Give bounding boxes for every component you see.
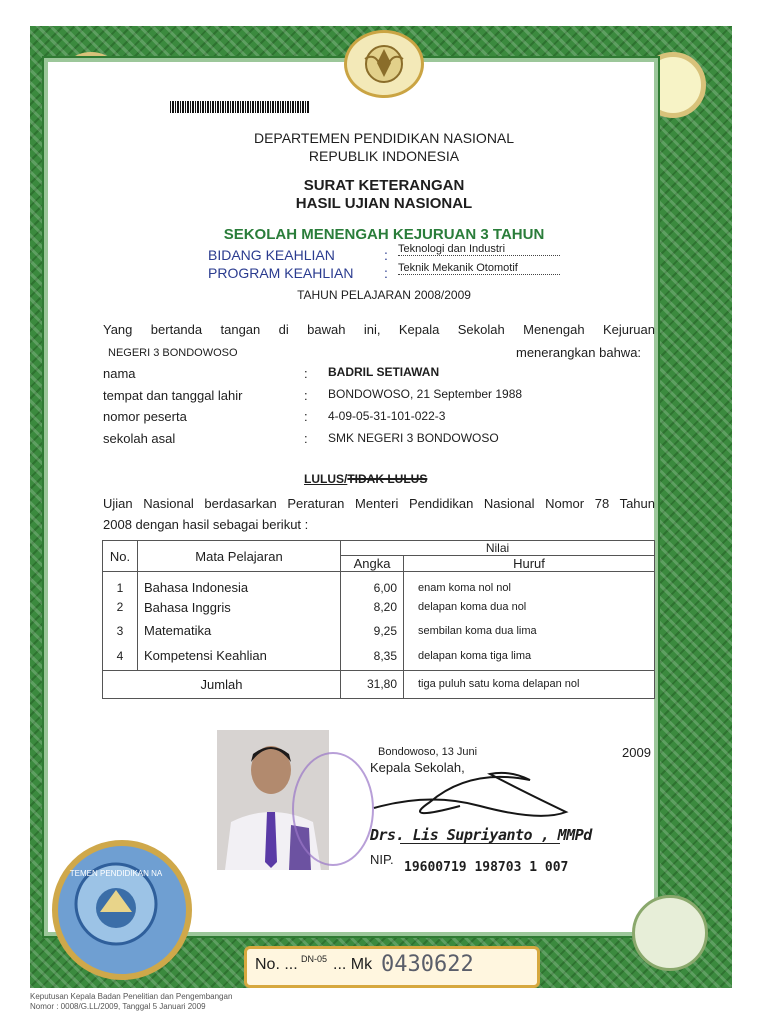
row-subject: Bahasa Indonesia: [138, 572, 341, 596]
nip-label: NIP.: [370, 852, 394, 867]
serial-mk: ... Mk: [333, 956, 373, 973]
table-row: [103, 619, 655, 642]
program-value: Teknik Mekanik Otomotif: [398, 262, 560, 275]
document-subtitle: HASIL UJIAN NASIONAL: [295, 195, 473, 212]
academic-year: TAHUN PELAJARAN 2008/2009: [297, 288, 471, 302]
table-row: [103, 642, 655, 670]
result-desc-2: 2008 dengan hasil sebagai berikut :: [103, 517, 309, 532]
total-angka: 31,80: [341, 670, 404, 698]
col-subject-header: Mata Pelajaran: [138, 541, 341, 572]
row-subject: Matematika: [138, 619, 341, 642]
school-stamp: [292, 752, 374, 866]
col-nilai-header: Nilai: [341, 541, 655, 556]
table-total-row: [103, 670, 655, 698]
row-angka: 8,35: [341, 642, 404, 670]
total-label: Jumlah: [103, 670, 341, 698]
school-name: NEGERI 3 BONDOWOSO: [108, 347, 238, 359]
student-birth: BONDOWOSO, 21 September 1988: [328, 387, 523, 401]
intro-text: Yang bertanda tangan di bawah ini, Kepala Sekolah Menengah Kejuruan: [103, 322, 655, 337]
seal-text: TEMEN PENDIDIKAN NA: [69, 869, 163, 878]
principal-name: Drs. Lis Supriyanto , MMPd: [370, 826, 592, 844]
program-colon: :: [384, 265, 388, 281]
result-fail-struck: TIDAK LULUS: [347, 472, 428, 486]
row-angka: 6,00: [341, 572, 404, 596]
school-level: SEKOLAH MENENGAH KEJURUAN 3 TAHUN: [223, 226, 545, 243]
republic-name: REPUBLIK INDONESIA: [308, 148, 460, 164]
serial-code: DN-05: [301, 954, 328, 964]
document-title: SURAT KETERANGAN: [303, 177, 465, 194]
row-subject: Kompetensi Keahlian: [138, 642, 341, 670]
serial-number: 0430622: [381, 952, 474, 977]
ministry-seal: [52, 840, 192, 980]
student-field-colon: :: [304, 366, 308, 381]
student-number: 4-09-05-31-101-022-3: [328, 409, 446, 423]
grades-table: [102, 540, 655, 699]
row-no: 1: [103, 572, 138, 596]
student-field-colon: :: [304, 388, 308, 403]
row-no: 4: [103, 642, 138, 670]
sign-position: Kepala Sekolah,: [370, 760, 465, 775]
total-huruf: tiga puluh satu koma delapan nol: [404, 670, 655, 698]
intro-tail: menerangkan bahwa:: [516, 345, 642, 360]
col-no-header: No.: [103, 541, 138, 572]
sign-year: 2009: [622, 745, 651, 760]
sign-place-date: Bondowoso, 13 Juni: [378, 746, 478, 758]
row-no: 2: [103, 595, 138, 619]
student-field-colon: :: [304, 409, 308, 424]
student-field-label: sekolah asal: [103, 431, 176, 446]
student-name: BADRIL SETIAWAN: [328, 365, 440, 379]
student-field-label: tempat dan tanggal lahir: [103, 388, 243, 403]
serial-no-label: No. ...: [255, 956, 298, 973]
serial-box: [244, 946, 540, 988]
nip-value: 19600719 198703 1 007: [404, 860, 569, 875]
barcode: [170, 101, 310, 113]
col-angka-header: Angka: [341, 556, 404, 572]
student-field-label: nomor peserta: [103, 409, 187, 424]
hologram-seal: [632, 895, 708, 971]
row-huruf: delapan koma tiga lima: [404, 642, 655, 670]
row-no: 3: [103, 619, 138, 642]
student-field-label: nama: [103, 366, 136, 381]
table-row: [103, 572, 655, 596]
row-huruf: sembilan koma dua lima: [404, 619, 655, 642]
field-colon: :: [384, 247, 388, 263]
footer-line-2: Nomor : 0008/G.LL/2009, Tanggal 5 Januari 2009: [30, 1002, 206, 1011]
program-label: PROGRAM KEAHLIAN: [208, 265, 354, 281]
ministry-name: DEPARTEMEN PENDIDIKAN NASIONAL: [253, 130, 515, 146]
footer-line-1: Keputusan Kepala Badan Penelitian dan Pengembangan: [30, 992, 233, 1001]
garuda-emblem-icon: [344, 30, 424, 98]
field-value: Teknologi dan Industri: [398, 243, 560, 256]
col-huruf-header: Huruf: [404, 556, 655, 572]
row-huruf: enam koma nol nol: [404, 572, 655, 596]
result-desc-1: Ujian Nasional berdasarkan Peraturan Menteri Pendidikan Nasional Nomor 78 Tahun: [103, 496, 655, 511]
row-huruf: delapan koma dua nol: [404, 595, 655, 619]
table-row: [103, 595, 655, 619]
student-school: SMK NEGERI 3 BONDOWOSO: [328, 431, 499, 445]
field-label: BIDANG KEAHLIAN: [208, 247, 335, 263]
row-angka: 8,20: [341, 595, 404, 619]
name-underline: [400, 843, 560, 844]
result-pass: LULUS/: [304, 472, 348, 486]
row-angka: 9,25: [341, 619, 404, 642]
result-status: [304, 472, 427, 486]
student-field-colon: :: [304, 431, 308, 446]
row-subject: Bahasa Inggris: [138, 595, 341, 619]
